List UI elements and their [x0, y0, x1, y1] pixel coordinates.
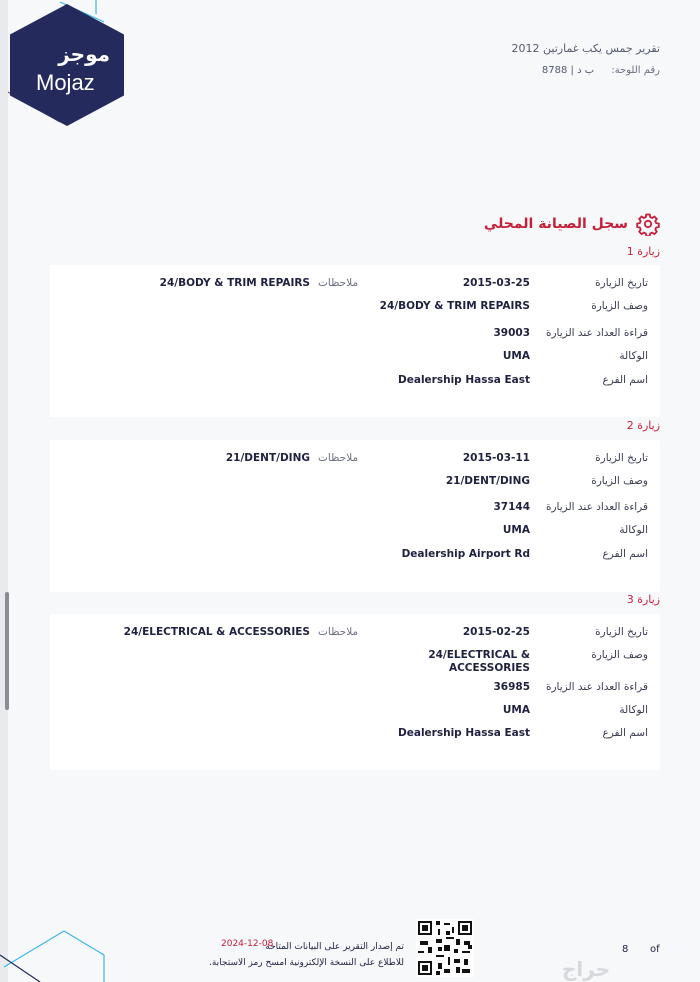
notes-label: ملاحظات [318, 452, 359, 464]
agency-value: UMA [502, 524, 530, 536]
logo-arabic: موجز [58, 42, 110, 66]
page-of-label: of [650, 944, 660, 955]
report-header [512, 42, 660, 76]
visit-date-label: تاريخ الزيارة [595, 277, 648, 289]
visit-date-label: تاريخ الزيارة [595, 626, 648, 638]
plate-label: رقم اللوحة: [611, 65, 660, 76]
visit-desc-value-line1: 24/ELECTRICAL & [428, 649, 530, 661]
footer-line-2: للاطلاع على النسخة الإلكترونية امسح رمز الاستجابة. [209, 958, 404, 968]
visit-desc-label: وصف الزيارة [591, 300, 648, 312]
scrollbar-thumb[interactable] [5, 592, 9, 710]
visit-desc-value: 24/BODY & TRIM REPAIRS [379, 300, 530, 312]
logo [0, 0, 140, 130]
notes-label: ملاحظات [318, 626, 359, 638]
notes-label: ملاحظات [318, 277, 359, 289]
section-heading [484, 212, 660, 236]
visit-3-title: زيارة 3 [626, 593, 660, 606]
visit-2-title: زيارة 2 [626, 419, 660, 432]
branch-label: اسم الفرع [602, 727, 648, 739]
page-number: 8 [622, 944, 629, 955]
qr-code[interactable] [416, 919, 474, 977]
visit-date-value: 2015-03-25 [462, 277, 530, 289]
watermark: حراج [562, 957, 611, 981]
visit-2-card [50, 440, 660, 592]
visit-1-card [50, 265, 660, 417]
footer-line-1: تم إصدار التقرير على البيانات المتاحة [265, 942, 404, 952]
branch-label: اسم الفرع [602, 374, 648, 386]
notes-value: 24/ELECTRICAL & ACCESSORIES [123, 626, 310, 638]
section-title: سجل الصيانة المحلي [483, 216, 628, 232]
odometer-label: قراءة العداد عند الزيارة [545, 681, 648, 693]
odometer-label: قراءة العداد عند الزيارة [545, 327, 648, 339]
visit-date-label: تاريخ الزيارة [595, 452, 648, 464]
visit-date-value: 2015-02-25 [462, 626, 530, 638]
visit-desc-value-line2: ACCESSORIES [448, 662, 530, 674]
branch-value: Dealership Hassa East [398, 374, 530, 386]
odometer-value: 37144 [493, 501, 530, 513]
visit-date-value: 2015-03-11 [462, 452, 530, 464]
footer-date: 2024-12-08 [221, 939, 274, 949]
visit-desc-label: وصف الزيارة [591, 475, 648, 487]
agency-value: UMA [502, 704, 530, 716]
logo-english: Mojaz [36, 70, 95, 95]
report-title: تقرير جمس يكب غمارتين 2012 [511, 42, 660, 55]
branch-value: Dealership Hassa East [398, 727, 530, 739]
notes-value: 21/DENT/DING [225, 452, 310, 464]
gear-icon [636, 212, 660, 236]
footer-decoration [0, 925, 110, 982]
page-footer [0, 905, 700, 982]
branch-value: Dealership Airport Rd [401, 548, 530, 560]
branch-label: اسم الفرع [602, 548, 648, 560]
agency-value: UMA [502, 350, 530, 362]
plate-value: ب د | 8788 [541, 65, 595, 76]
visit-desc-label: وصف الزيارة [591, 649, 648, 661]
agency-label: الوكالة [619, 704, 648, 716]
visit-1-title: زيارة 1 [626, 245, 660, 258]
visit-desc-value: 21/DENT/DING [445, 475, 530, 487]
odometer-label: قراءة العداد عند الزيارة [545, 501, 648, 513]
agency-label: الوكالة [619, 524, 648, 536]
visit-3-card [50, 614, 660, 770]
plate-row [512, 65, 660, 76]
notes-value: 24/BODY & TRIM REPAIRS [159, 277, 310, 289]
agency-label: الوكالة [619, 350, 648, 362]
odometer-value: 39003 [493, 327, 530, 339]
odometer-value: 36985 [493, 681, 530, 693]
